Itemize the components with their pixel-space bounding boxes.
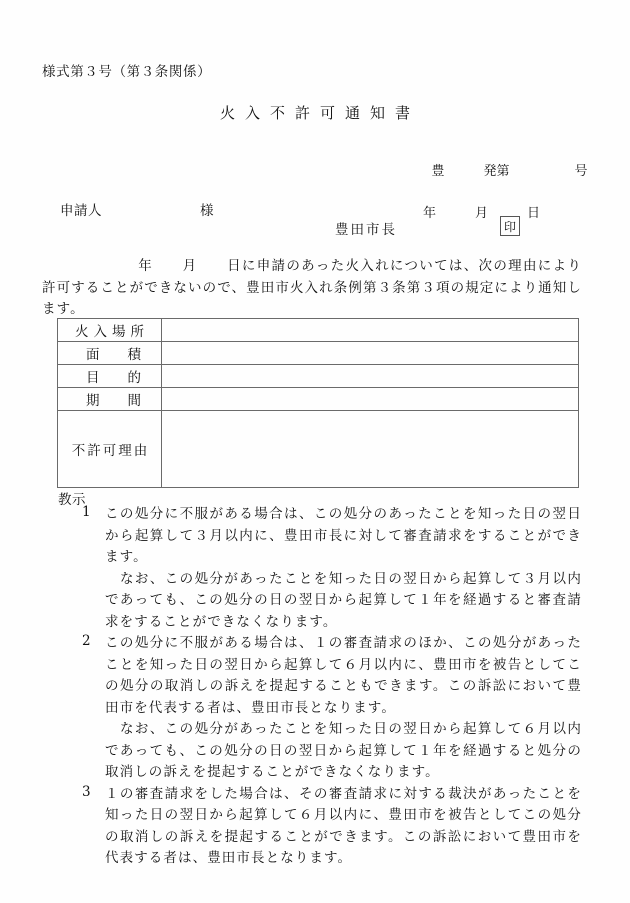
document-date: 年 月 日 <box>423 206 541 221</box>
table-row <box>58 319 579 342</box>
body-paragraph <box>42 256 582 321</box>
applicant-line: 申請人 様 <box>60 203 214 219</box>
body-text: に申請のあった火入れについては、次の理由により許可することができないので、豊田市火入れ条例第３条第３項の規定により通知します。 <box>42 258 582 317</box>
list-item-subtext: なお、この処分があったことを知った日の翌日から起算して６月以内であっても、この処分の日の翌日から起算して１年を経過すると処分の取消しの訴えを提起することができなくなります。 <box>105 721 582 780</box>
application-details-table <box>57 318 579 488</box>
list-item-number: 1 <box>82 504 91 520</box>
form-number: 様式第３号（第３条関係） <box>42 64 212 80</box>
row-label-purpose: 目的 <box>58 365 162 388</box>
row-value-location[interactable] <box>162 319 579 342</box>
table-row <box>58 365 579 388</box>
row-value-purpose[interactable] <box>162 365 579 388</box>
list-item-number: 2 <box>82 633 91 649</box>
instructions-list <box>58 504 582 870</box>
list-item <box>58 504 582 633</box>
row-label-location: 火入場所 <box>58 319 162 342</box>
row-label-period: 期間 <box>58 388 162 411</box>
table-row <box>58 411 579 488</box>
issuer-name: 豊田市長 <box>335 222 397 238</box>
body-date-blank: 年 月 日 <box>138 258 242 274</box>
page-title: 火入不許可通知書 <box>219 104 420 122</box>
row-value-period[interactable] <box>162 388 579 411</box>
list-item <box>58 784 582 870</box>
list-item-text: この処分に不服がある場合は、１の審査請求のほか、この処分があったことを知った日の翌日から起算して６月以内に、豊田市を被告としてこの処分の取消しの訴えを提起することもできます。この訴訟において豊田市を代表する者は、豊田市長となります。 <box>105 635 582 716</box>
list-item-number: 3 <box>82 783 91 800</box>
seal-box: 印 <box>500 216 520 236</box>
list-item-subtext: なお、この処分があったことを知った日の翌日から起算して３月以内であっても、この処分の日の翌日から起算して１年を経過すると審査請求をすることができなくなります。 <box>105 570 582 630</box>
list-item <box>58 633 582 784</box>
list-item-text: １の審査請求をした場合は、その審査請求に対する裁決があったことを知った日の翌日から起算して６月以内に、豊田市を被告としてこの処分の取消しの訴えを提起することができます。この訴訟において豊田市を代表する者は、豊田市長となります。 <box>105 785 582 866</box>
row-value-area[interactable] <box>162 342 579 365</box>
row-label-denial-reason: 不許可理由 <box>58 411 162 488</box>
list-item-text: この処分に不服がある場合は、この処分のあったことを知った日の翌日から起算して３月以内に、豊田市長に対して審査請求をすることができます。 <box>105 506 582 565</box>
table-row <box>58 342 579 365</box>
instructions-heading: 教示 <box>58 492 86 508</box>
row-value-denial-reason[interactable] <box>162 411 579 488</box>
table-row <box>58 388 579 411</box>
document-number: 豊 発第 号 <box>431 164 588 179</box>
document-number-block <box>415 140 588 266</box>
row-label-area: 面積 <box>58 342 162 365</box>
